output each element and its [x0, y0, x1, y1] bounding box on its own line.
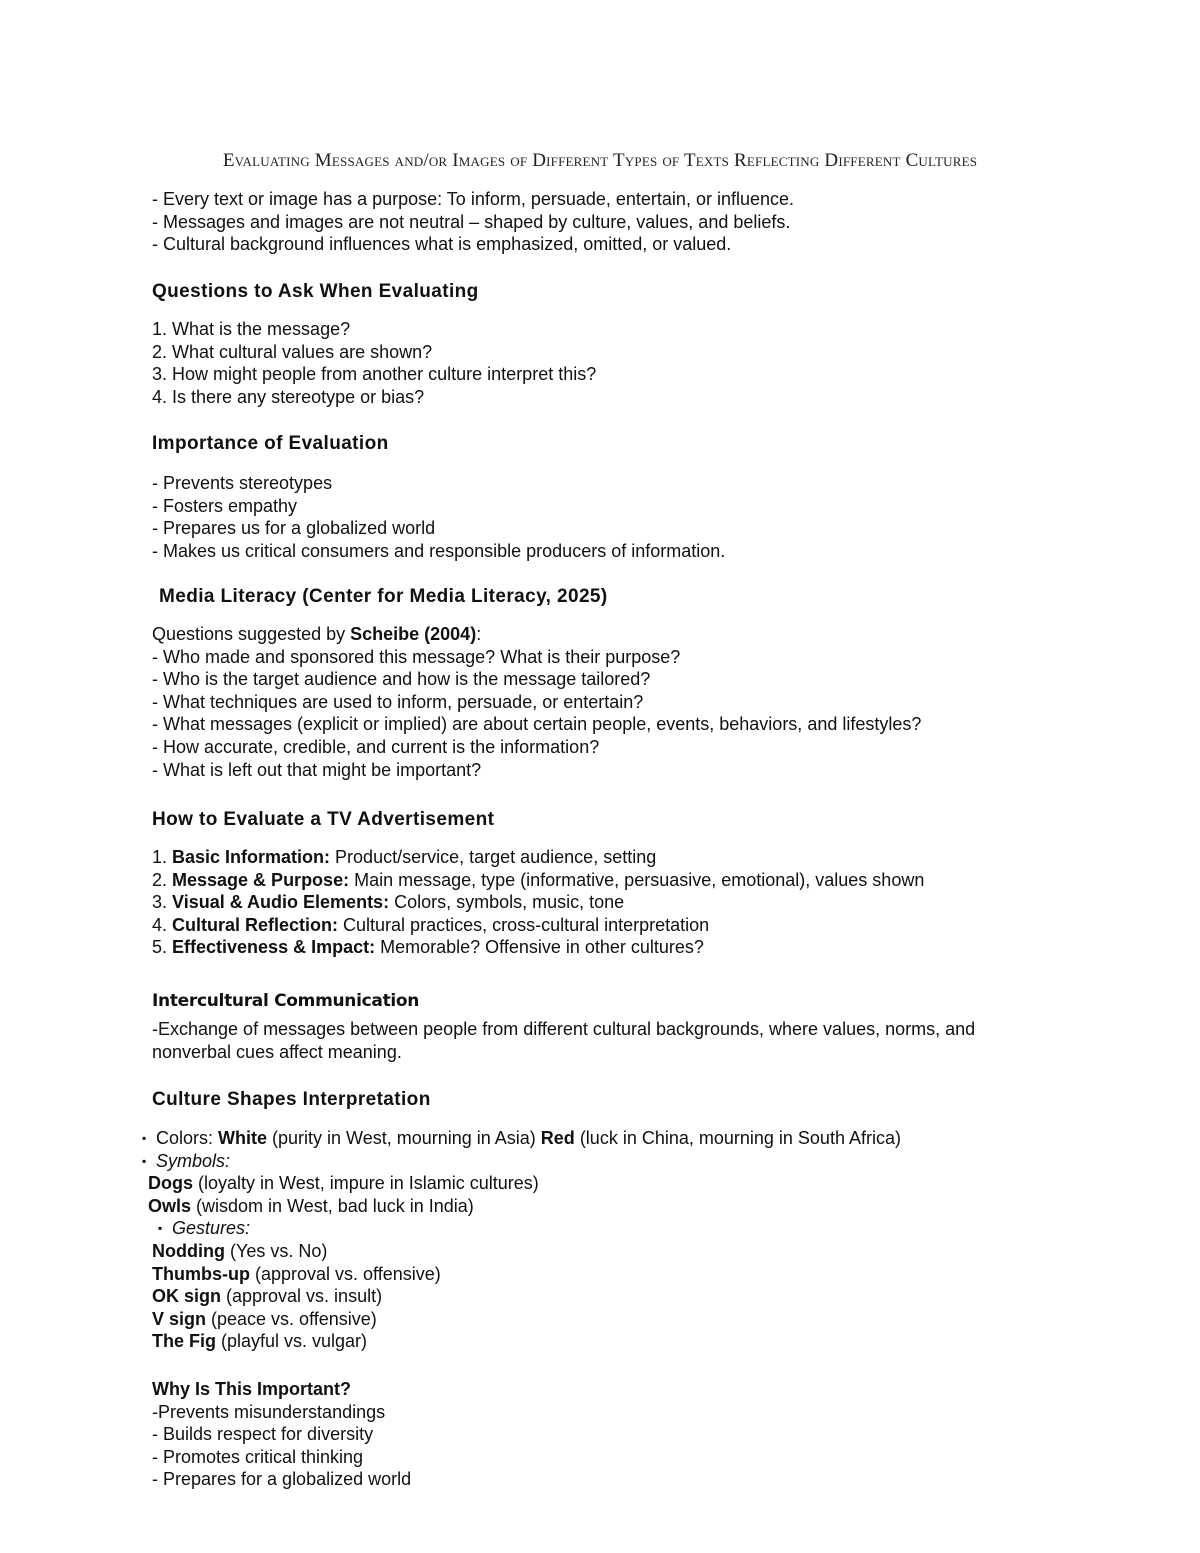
- item-text: Colors, symbols, music, tone: [389, 892, 625, 913]
- color-text: (luck in China, mourning in South Africa): [574, 1128, 901, 1148]
- gestures-label: Gestures:: [172, 1218, 251, 1239]
- list-item: - Builds respect for diversity: [152, 1424, 374, 1445]
- item-number: 1.: [152, 847, 173, 867]
- intercultural-body: [152, 1018, 1072, 1063]
- item-number: 3.: [152, 892, 173, 913]
- intercultural-heading: Intercultural Communication: [152, 991, 420, 1011]
- list-item: - Prevents stereotypes: [152, 473, 333, 493]
- intro-line: - Cultural background influences what is emphasized, omitted, or valued.: [152, 234, 732, 255]
- symbols-line: [142, 1150, 1062, 1173]
- list-item: [152, 936, 1072, 959]
- list-item: - Prepares for a globalized world: [152, 1469, 412, 1490]
- intercultural-definition: -Exchange of messages between people from different cultural backgrounds, where values, norms, and nonverbal cues affect meaning.: [152, 1019, 976, 1062]
- symbols-label: Symbols:: [156, 1150, 231, 1171]
- bullet-icon: ▪: [158, 1221, 163, 1236]
- list-item: -Prevents misunderstandings: [152, 1401, 386, 1422]
- list-item: [152, 891, 1072, 914]
- media-intro: [152, 623, 1072, 646]
- symbol-text: (loyalty in West, impure in Islamic cultures): [193, 1173, 539, 1194]
- list-item: - Who made and sponsored this message? What is their purpose?: [152, 646, 681, 667]
- questions-heading: Questions to Ask When Evaluating: [152, 281, 479, 302]
- colors-prefix: Colors:: [156, 1128, 219, 1148]
- item-label: Basic Information:: [172, 847, 331, 867]
- gesture-label: OK sign: [152, 1286, 222, 1307]
- symbol-text: (wisdom in West, bad luck in India): [191, 1195, 474, 1216]
- gesture-label: V sign: [152, 1308, 207, 1329]
- list-item: - What messages (explicit or implied) are about certain people, events, behaviors, and lifestyles?: [152, 714, 922, 735]
- symbol-item: [142, 1172, 1062, 1195]
- gesture-text: (playful vs. vulgar): [216, 1331, 368, 1352]
- list-item: - Who is the target audience and how is the message tailored?: [152, 669, 651, 690]
- intro-line: - Every text or image has a purpose: To inform, persuade, entertain, or influence.: [152, 189, 795, 209]
- tv-ad-heading: How to Evaluate a TV Advertisement: [152, 809, 495, 830]
- item-label: Visual & Audio Elements:: [172, 892, 390, 913]
- item-text: Product/service, target audience, setting: [330, 847, 657, 867]
- item-text: Cultural practices, cross-cultural interpretation: [338, 914, 710, 935]
- list-item: 1. What is the message?: [152, 319, 351, 339]
- item-number: 2.: [152, 869, 173, 890]
- list-item: - Prepares us for a globalized world: [152, 518, 436, 539]
- list-item: - Promotes critical thinking: [152, 1446, 364, 1467]
- list-item: 2. What cultural values are shown?: [152, 341, 433, 362]
- document-title: Evaluating Messages and/or Images of Different Types of Texts Reflecting Different Cultures: [222, 150, 978, 171]
- list-item: [152, 914, 1072, 937]
- list-item: 4. Is there any stereotype or bias?: [152, 386, 425, 407]
- colors-line: [142, 1127, 1062, 1150]
- intro-list: [152, 188, 1072, 256]
- color-text: (purity in West, mourning in Asia): [267, 1128, 541, 1148]
- culture-list: [142, 1127, 1062, 1353]
- list-item: 3. How might people from another culture interpret this?: [152, 364, 597, 385]
- item-text: Memorable? Offensive in other cultures?: [375, 937, 704, 958]
- gesture-label: Nodding: [152, 1240, 225, 1261]
- media-literacy-heading: Media Literacy (Center for Media Literacy, 2025): [159, 586, 608, 607]
- gesture-item: [142, 1240, 1062, 1263]
- list-item: [152, 846, 1072, 869]
- list-item: [152, 869, 1072, 892]
- media-intro-source: Scheibe (2004): [350, 624, 477, 644]
- why-important-list: [152, 1378, 1072, 1491]
- item-number: 4.: [152, 914, 173, 935]
- item-text: Main message, type (informative, persuasive, emotional), values shown: [349, 869, 925, 890]
- why-heading: [152, 1378, 1072, 1401]
- gesture-item: [142, 1308, 1062, 1331]
- list-item: - What is left out that might be important?: [152, 759, 482, 780]
- gesture-text: (peace vs. offensive): [206, 1308, 377, 1329]
- intro-line: - Messages and images are not neutral – shaped by culture, values, and beliefs.: [152, 211, 791, 232]
- list-item: - Fosters empathy: [152, 495, 298, 516]
- gesture-label: Thumbs-up: [152, 1263, 250, 1284]
- item-label: Message & Purpose:: [172, 869, 350, 890]
- gesture-item: [142, 1263, 1062, 1286]
- symbol-label: Dogs: [148, 1173, 193, 1194]
- why-heading-text: Why Is This Important?: [152, 1379, 352, 1399]
- media-intro-suffix: :: [476, 624, 482, 644]
- gesture-item: [142, 1330, 1062, 1353]
- bullet-icon: ▪: [142, 1131, 147, 1145]
- tv-ad-list: [152, 846, 1072, 959]
- gesture-text: (Yes vs. No): [224, 1240, 328, 1261]
- list-item: - How accurate, credible, and current is the information?: [152, 736, 600, 757]
- item-label: Effectiveness & Impact:: [172, 937, 376, 958]
- list-item: - Makes us critical consumers and responsible producers of information.: [152, 540, 726, 561]
- gesture-text: (approval vs. insult): [221, 1286, 383, 1307]
- importance-list: [152, 472, 1072, 562]
- culture-heading: Culture Shapes Interpretation: [152, 1089, 431, 1110]
- symbol-label: Owls: [148, 1195, 192, 1216]
- color-label: White: [218, 1128, 268, 1148]
- item-number: 5.: [152, 937, 173, 958]
- bullet-icon: ▪: [142, 1153, 147, 1168]
- media-literacy-list: [152, 623, 1072, 781]
- color-label: Red: [540, 1128, 575, 1148]
- item-label: Cultural Reflection:: [172, 914, 339, 935]
- media-intro-prefix: Questions suggested by: [152, 624, 351, 644]
- gesture-item: [142, 1285, 1062, 1308]
- gesture-label: The Fig: [152, 1331, 216, 1352]
- list-item: - What techniques are used to inform, persuade, or entertain?: [152, 691, 644, 712]
- questions-list: [152, 318, 1072, 408]
- gesture-text: (approval vs. offensive): [249, 1263, 441, 1284]
- gestures-line: [142, 1217, 1062, 1240]
- importance-heading: Importance of Evaluation: [152, 433, 389, 454]
- symbol-item: [142, 1195, 1062, 1218]
